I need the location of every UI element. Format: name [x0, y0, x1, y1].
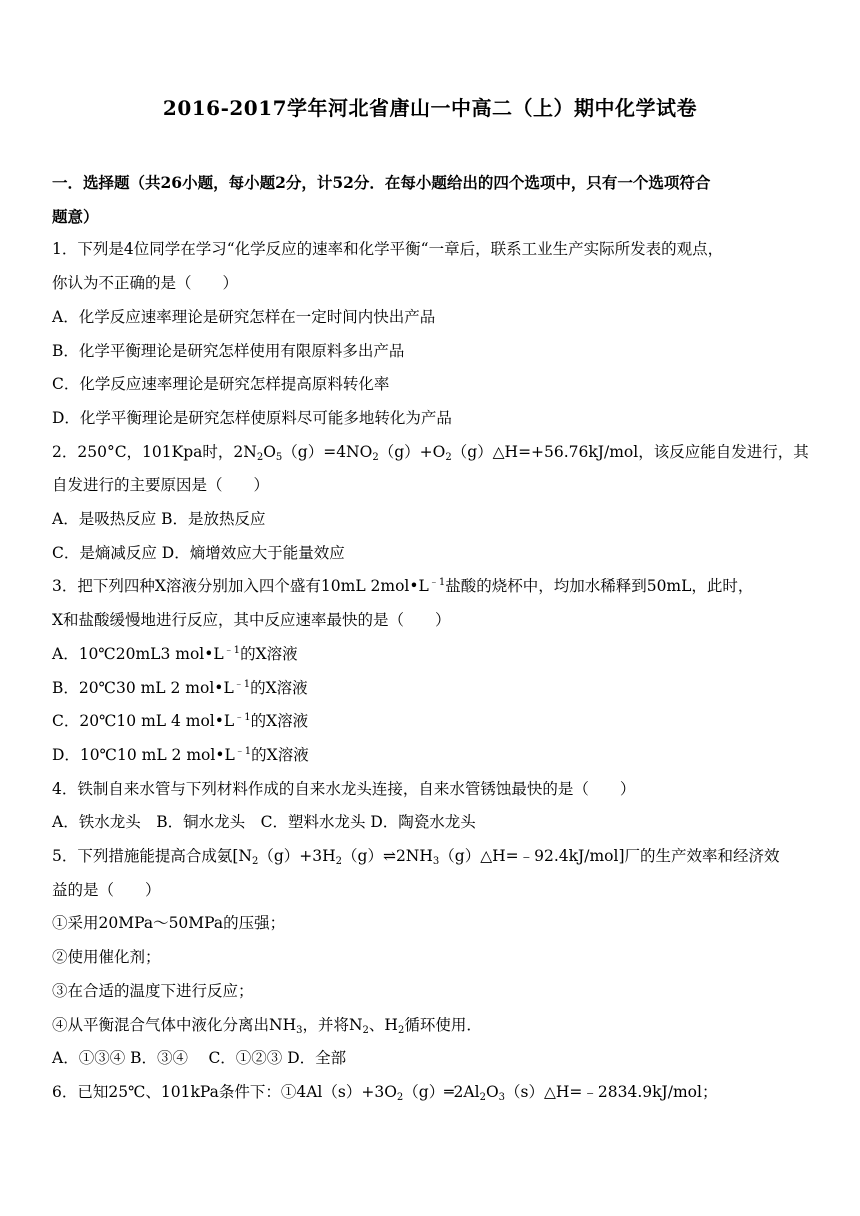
- question-6-stem-line-1: 6．已知25℃、101kPa条件下：$①4Al(s)+3O_2(g)═2Al_2O_3(s)\triangle H=﹣2834.9kJ$/mol；: [52, 1082, 718, 1103]
- question-1-option-c: C．化学反应速率理论是研究怎样提高原料转化率: [52, 375, 390, 394]
- question-2-options-cd: C．是熵减反应 D．熵增效应大于能量效应: [52, 543, 345, 562]
- question-3-option-d: D．10℃10 mL 2 $mol•L^{﹣1}$的X溶液: [52, 745, 309, 764]
- question-3-stem-line-2: X和盐酸缓慢地进行反应，其中反应速率最快的是（ ）: [52, 611, 451, 630]
- question-3-option-a: A．10℃20mL3 $mol•L^{﹣1}$的X溶液: [52, 644, 298, 663]
- question-3-option-b: B．20℃30 mL 2 $mol•L^{﹣1}$的X溶液: [52, 678, 308, 697]
- question-5-item-4: ④从平衡混合气体中液化分离出$NH_3$，并将$N_2$、$H_2$循环使用．: [52, 1015, 482, 1036]
- question-1-stem-line-1: 1．下列是4位同学在学习“化学反应的速率和化学平衡“一章后，联系工业生产实际所发表的观点，: [52, 240, 724, 259]
- question-1-stem-line-2: 你认为不正确的是（ ）: [52, 274, 239, 293]
- question-4-stem: 4．铁制自来水管与下列材料作成的自来水龙头连接，自来水管锈蚀最快的是（ ）: [52, 779, 636, 798]
- question-5-item-1: ①采用20MPa～50MPa的压强；: [52, 914, 286, 933]
- question-3-option-c: C．20℃10 mL 4 $mol•L^{﹣1}$的X溶液: [52, 712, 309, 731]
- question-5-stem-line-1: 5．下列措施能提高合成氨$[N_2(g)+3H_2(g)\rightleftharpoons 2NH_3(g)\triangle H=﹣92.4kJ/mol]$厂的生产效率和经济效: [52, 847, 780, 868]
- exam-content: [52, 166, 812, 1110]
- question-5-item-3: ③在合适的温度下进行反应；: [52, 981, 254, 1000]
- question-1-option-b: B．化学平衡理论是研究怎样使用有限原料多出产品: [52, 341, 405, 360]
- question-1-option-a: A．化学反应速率理论是研究怎样在一定时间内快出产品: [52, 307, 436, 326]
- question-1-option-d: D．化学平衡理论是研究怎样使原料尽可能多地转化为产品: [52, 408, 452, 427]
- question-2-options-ab: A．是吸热反应 B．是放热反应: [52, 510, 266, 529]
- section-heading-line-1: 一．选择题（共26小题，每小题2分，计52分．在每小题给出的四个选项中，只有一个选项符合: [52, 173, 711, 192]
- question-3-stem-line-1: 3．把下列四种X溶液分别加入四个盛有10mL $2mol•L^{﹣1}$盐酸的烧杯中，均加水稀释到50mL，此时，: [52, 577, 754, 596]
- section-heading-line-2: 题意）: [52, 206, 99, 226]
- question-5-stem-line-2: 益的是（ ）: [52, 880, 161, 899]
- question-5-options: A．①③④ B．③④ C．①②③ D．全部: [52, 1049, 347, 1068]
- question-4-options: A．铁水龙头 B．铜水龙头 C．塑料水龙头 D．陶瓷水龙头: [52, 813, 476, 832]
- page-title: 2016-2017学年河北省唐山一中高二（上）期中化学试卷: [162, 96, 698, 120]
- question-2-stem-line-2: 自发进行的主要原因是（ ）: [52, 476, 270, 495]
- question-2-stem-line-1: 2．250°C，101Kpa时，$2N_2O_5(g)=4NO_2(g)+O_2(g)\triangle H=+56.76kJ$/mol，该反应能自发进行，其: [52, 442, 809, 463]
- question-5-item-2: ②使用催化剂；: [52, 948, 161, 967]
